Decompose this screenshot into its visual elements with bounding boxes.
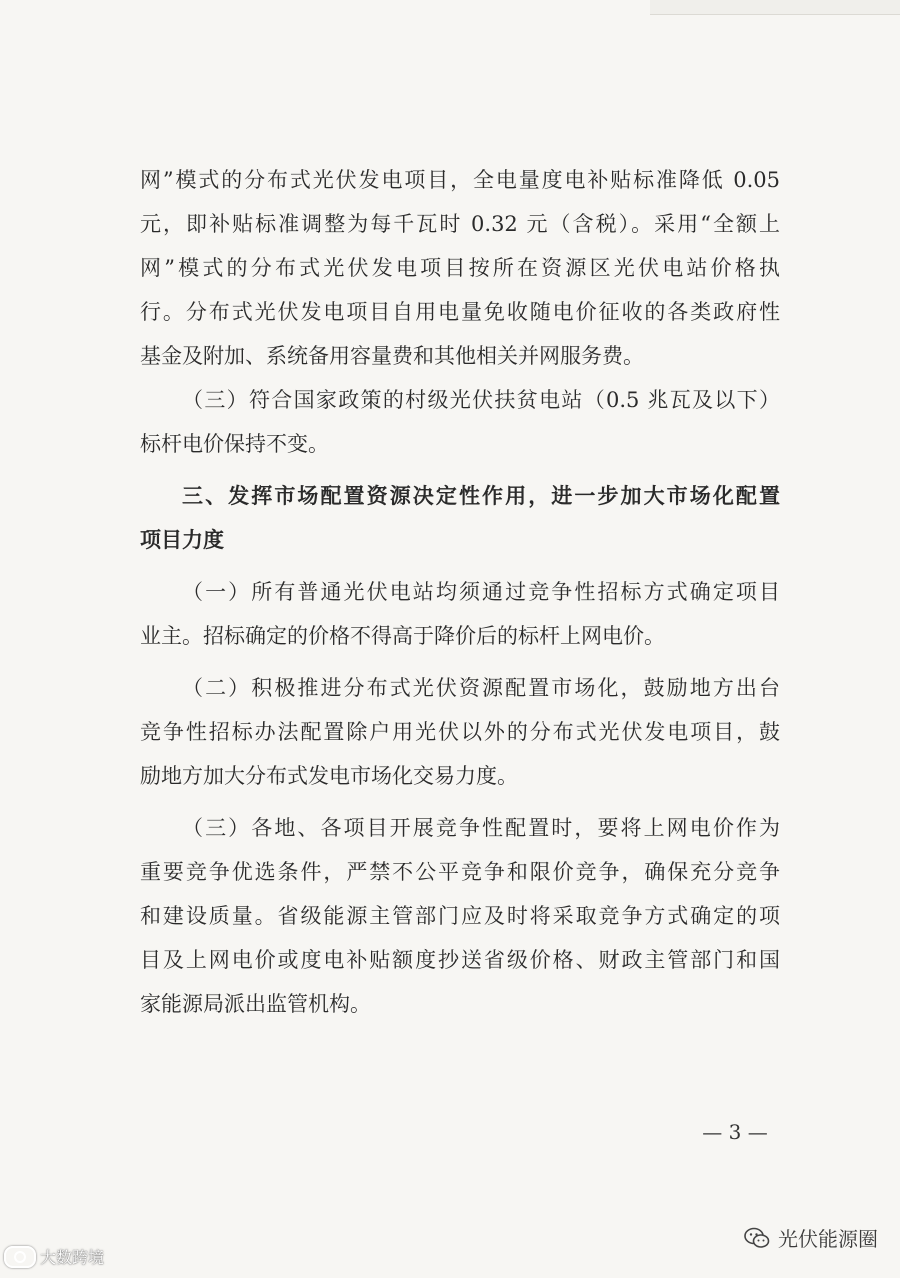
page-number: — 3 — <box>702 1120 768 1144</box>
paragraph-3 <box>140 570 780 658</box>
text-line: 业主。招标确定的价格不得高于降价后的标杆上网电价。 <box>140 624 665 648</box>
text-line: （二）积极推进分布式光伏资源配置市场化，鼓励地方出台 <box>182 676 780 700</box>
text-line: 和建设质量。省级能源主管部门应及时将采取竞争方式确定的项 <box>140 904 780 928</box>
text-line: 基金及附加、系统备用容量费和其他相关并网服务费。 <box>140 344 644 368</box>
text-line: 重要竞争优选条件，严禁不公平竞争和限价竞争，确保充分竞争 <box>140 860 780 884</box>
text-line: 元，即补贴标准调整为每千瓦时 0.32 元（含税）。采用“全额上 <box>140 212 780 236</box>
text-line: 家能源局派出监管机构。 <box>140 992 371 1016</box>
text-line: （一）所有普通光伏电站均须通过竞争性招标方式确定项目 <box>182 580 780 604</box>
heading-line: 三、发挥市场配置资源决定性作用，进一步加大市场化配置 <box>182 484 780 508</box>
watermark-left-text: 大数跨境 <box>40 1248 105 1267</box>
watermark-logo-icon <box>4 1246 36 1268</box>
text-line: （三）符合国家政策的村级光伏扶贫电站（0.5 兆瓦及以下） <box>182 388 780 412</box>
text-line: 行。分布式光伏发电项目自用电量免收随电价征收的各类政府性 <box>140 300 780 324</box>
wechat-icon <box>744 1227 770 1249</box>
text-line: 励地方加大分布式发电市场化交易力度。 <box>140 764 518 788</box>
section-heading <box>140 474 780 562</box>
paragraph-5 <box>140 806 780 1026</box>
watermark-left <box>4 1245 104 1268</box>
watermark-right <box>744 1223 878 1252</box>
watermark-right-text: 光伏能源圈 <box>778 1227 878 1251</box>
text-line: 网”模式的分布式光伏发电项目，全电量度电补贴标准降低 0.05 <box>140 168 780 192</box>
scan-edge <box>650 0 900 15</box>
text-line: 网”模式的分布式光伏发电项目按所在资源区光伏电站价格执 <box>140 256 780 280</box>
text-line: 标杆电价保持不变。 <box>140 432 329 456</box>
text-line: （三）各地、各项目开展竞争性配置时，要将上网电价作为 <box>182 816 780 840</box>
text-line: 竞争性招标办法配置除户用光伏以外的分布式光伏发电项目，鼓 <box>140 720 780 744</box>
paragraph-4 <box>140 666 780 798</box>
text-line: 目及上网电价或度电补贴额度抄送省级价格、财政主管部门和国 <box>140 948 780 972</box>
heading-line: 项目力度 <box>140 528 224 552</box>
document-body <box>140 158 780 1026</box>
paragraph-1 <box>140 158 780 378</box>
paragraph-2 <box>140 378 780 466</box>
